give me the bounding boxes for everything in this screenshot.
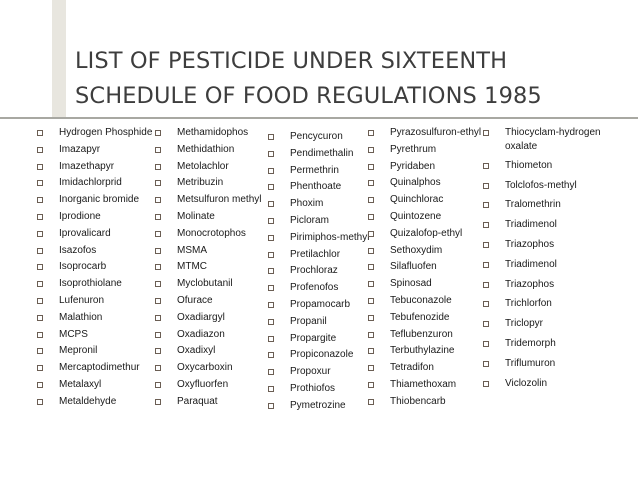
square-bullet-icon <box>268 268 274 274</box>
square-bullet-icon <box>368 130 374 136</box>
square-bullet-icon <box>368 281 374 287</box>
pesticide-name: Triazophos <box>505 239 555 250</box>
square-bullet-icon <box>368 348 374 354</box>
square-bullet-icon <box>37 399 43 405</box>
pesticide-name: Imazethapyr <box>59 160 115 172</box>
square-bullet-icon <box>483 301 489 307</box>
pesticide-name: Pirimiphos-methyl <box>290 231 370 243</box>
pesticide-name: Tebufenozide <box>390 311 450 323</box>
pesticide-name: Monocrotophos <box>177 227 246 239</box>
square-bullet-icon <box>368 214 374 220</box>
square-bullet-icon <box>37 214 43 220</box>
pesticide-name: Oxadiargyl <box>177 311 225 323</box>
square-bullet-icon <box>155 130 161 136</box>
pesticide-name: Tridemorph <box>505 338 556 349</box>
square-bullet-icon <box>155 315 161 321</box>
square-bullet-icon <box>155 197 161 203</box>
square-bullet-icon <box>155 332 161 338</box>
pesticide-name: Tolclofos-methyl <box>505 179 577 191</box>
square-bullet-icon <box>483 242 489 248</box>
pesticide-name: Pretilachlor <box>290 248 341 260</box>
square-bullet-icon <box>483 282 489 288</box>
square-bullet-icon <box>483 183 489 189</box>
square-bullet-icon <box>368 231 374 237</box>
pesticide-name: Propamocarb <box>290 299 351 310</box>
pesticide-name: Triadimenol <box>505 258 557 270</box>
square-bullet-icon <box>483 262 489 268</box>
pesticide-name: Oxycarboxin <box>177 362 233 374</box>
pesticide-name: Metaldehyde <box>59 395 117 407</box>
pesticide-name: Quinchlorac <box>390 194 444 206</box>
pesticide-name: Myclobutanil <box>177 278 233 290</box>
square-bullet-icon <box>37 315 43 321</box>
square-bullet-icon <box>268 184 274 190</box>
square-bullet-icon <box>268 218 274 224</box>
pesticide-name: Isoprothiolane <box>59 278 122 290</box>
title-line-1: LIST OF PESTICIDE UNDER SIXTEENTH <box>75 48 508 74</box>
pesticide-name: Metsulfuron methyl <box>177 194 262 206</box>
square-bullet-icon <box>268 134 274 140</box>
pesticide-name: Mercaptodimethur <box>59 362 140 374</box>
square-bullet-icon <box>268 319 274 325</box>
pesticide-name: Molinate <box>177 211 215 222</box>
pesticide-name: Quintozene <box>390 211 442 222</box>
pesticide-name: Thiometon <box>505 159 553 171</box>
title-line-2: SCHEDULE OF FOOD REGULATIONS 1985 <box>75 83 542 109</box>
square-bullet-icon <box>155 180 161 186</box>
square-bullet-icon <box>37 298 43 304</box>
pesticide-name: Metribuzin <box>177 177 224 189</box>
pesticide-name: Phoxim <box>290 198 324 210</box>
square-bullet-icon <box>155 399 161 405</box>
square-bullet-icon <box>268 403 274 409</box>
square-bullet-icon <box>268 352 274 358</box>
pesticide-name: Ofurace <box>177 295 213 306</box>
pesticide-name: Propiconazole <box>290 349 354 361</box>
square-bullet-icon <box>37 348 43 354</box>
square-bullet-icon <box>155 298 161 304</box>
square-bullet-icon <box>155 281 161 287</box>
pesticide-name: Terbuthylazine <box>390 345 455 357</box>
square-bullet-icon <box>268 336 274 342</box>
square-bullet-icon <box>368 147 374 153</box>
pesticide-name: Pencycuron <box>290 131 343 142</box>
pesticide-name: Triclopyr <box>505 318 543 330</box>
square-bullet-icon <box>37 264 43 270</box>
square-bullet-icon <box>37 231 43 237</box>
pesticide-name: Silafluofen <box>390 261 437 273</box>
pesticide-name: MSMA <box>177 244 207 256</box>
square-bullet-icon <box>37 281 43 287</box>
pesticide-name: MCPS <box>59 328 88 340</box>
pesticide-name: Tralomethrin <box>505 199 561 211</box>
square-bullet-icon <box>483 381 489 387</box>
square-bullet-icon <box>155 348 161 354</box>
square-bullet-icon <box>268 285 274 291</box>
pesticide-name: Oxadiazon <box>177 328 225 340</box>
pesticide-name: Thiamethoxam <box>390 379 457 390</box>
square-bullet-icon <box>37 382 43 388</box>
square-bullet-icon <box>368 382 374 388</box>
pesticide-name: Quinalphos <box>390 177 441 189</box>
square-bullet-icon <box>155 382 161 388</box>
square-bullet-icon <box>268 369 274 375</box>
square-bullet-icon <box>368 332 374 338</box>
pesticide-name: Methidathion <box>177 143 235 155</box>
square-bullet-icon <box>37 130 43 136</box>
pesticide-name: Hydrogen Phosphide <box>59 127 153 138</box>
pesticide-name: Pyrazosulfuron-ethyl <box>390 127 482 138</box>
pesticide-name: Triadimenol <box>505 219 557 231</box>
title-divider <box>0 117 638 119</box>
pesticide-name: Pyrethrum <box>390 143 437 155</box>
square-bullet-icon <box>155 147 161 153</box>
pesticide-name: Tetradifon <box>390 362 434 374</box>
pesticide-name: Triazophos <box>505 278 555 290</box>
square-bullet-icon <box>37 248 43 254</box>
pesticide-name: Mepronil <box>59 345 98 357</box>
pesticide-name: Oxyfluorfen <box>177 379 229 390</box>
pesticide-name: Permethrin <box>290 164 339 176</box>
pesticide-name: Thiocyclam-hydrogen oxalate <box>505 127 601 152</box>
square-bullet-icon <box>368 315 374 321</box>
square-bullet-icon <box>268 235 274 241</box>
pesticide-name: Trichlorfon <box>505 298 552 310</box>
pesticide-name: Phenthoate <box>290 181 342 193</box>
pesticide-name: Imazapyr <box>59 143 101 155</box>
square-bullet-icon <box>37 180 43 186</box>
square-bullet-icon <box>37 147 43 153</box>
pesticide-name: Triflumuron <box>505 357 556 369</box>
square-bullet-icon <box>268 252 274 258</box>
square-bullet-icon <box>368 164 374 170</box>
pesticide-name: Quizalofop-ethyl <box>390 227 463 239</box>
pesticide-name: Profenofos <box>290 282 339 294</box>
square-bullet-icon <box>155 264 161 270</box>
pesticide-name: Lufenuron <box>59 295 105 306</box>
square-bullet-icon <box>268 302 274 308</box>
square-bullet-icon <box>483 130 489 136</box>
square-bullet-icon <box>368 365 374 371</box>
square-bullet-icon <box>155 214 161 220</box>
square-bullet-icon <box>268 151 274 157</box>
square-bullet-icon <box>368 180 374 186</box>
pesticide-name: Malathion <box>59 311 103 323</box>
square-bullet-icon <box>483 202 489 208</box>
pesticide-name: Imidachlorprid <box>59 177 122 189</box>
pesticide-name: Propargite <box>290 332 337 344</box>
pesticide-name: Propoxur <box>290 366 331 378</box>
pesticide-name: Metolachlor <box>177 160 229 172</box>
square-bullet-icon <box>268 201 274 207</box>
pesticide-name: Oxadixyl <box>177 345 216 357</box>
square-bullet-icon <box>483 361 489 367</box>
square-bullet-icon <box>268 168 274 174</box>
square-bullet-icon <box>368 399 374 405</box>
pesticide-name: Prothiofos <box>290 383 336 394</box>
square-bullet-icon <box>483 222 489 228</box>
pesticide-name: Methamidophos <box>177 127 249 138</box>
pesticide-name: Iprovalicard <box>59 227 111 239</box>
square-bullet-icon <box>368 298 374 304</box>
pesticide-name: Pyridaben <box>390 160 436 172</box>
pesticide-name: Pendimethalin <box>290 147 354 159</box>
square-bullet-icon <box>155 231 161 237</box>
square-bullet-icon <box>37 365 43 371</box>
pesticide-name: Isoprocarb <box>59 261 107 273</box>
square-bullet-icon <box>483 321 489 327</box>
pesticide-name: Propanil <box>290 315 327 327</box>
pesticide-name: Metalaxyl <box>59 379 102 390</box>
pesticide-name: Pymetrozine <box>290 399 346 411</box>
pesticide-name: Picloram <box>290 215 329 226</box>
square-bullet-icon <box>155 164 161 170</box>
pesticide-name: Paraquat <box>177 395 218 407</box>
pesticide-name: Isazofos <box>59 244 97 256</box>
pesticide-columns <box>0 126 638 426</box>
pesticide-name: Sethoxydim <box>390 244 443 256</box>
square-bullet-icon <box>483 341 489 347</box>
square-bullet-icon <box>368 248 374 254</box>
square-bullet-icon <box>37 197 43 203</box>
square-bullet-icon <box>368 197 374 203</box>
pesticide-name: Inorganic bromide <box>59 194 140 206</box>
pesticide-name: Viclozolin <box>505 377 548 389</box>
square-bullet-icon <box>368 264 374 270</box>
pesticide-name: MTMC <box>177 261 207 273</box>
pesticide-name: Prochloraz <box>290 265 338 277</box>
square-bullet-icon <box>483 163 489 169</box>
square-bullet-icon <box>155 365 161 371</box>
square-bullet-icon <box>37 164 43 170</box>
pesticide-name: Iprodione <box>59 211 101 222</box>
square-bullet-icon <box>155 248 161 254</box>
pesticide-name: Tebuconazole <box>390 295 452 306</box>
pesticide-name: Spinosad <box>390 278 432 290</box>
pesticide-name: Thiobencarb <box>390 395 446 407</box>
slide-title <box>75 44 615 114</box>
square-bullet-icon <box>37 332 43 338</box>
square-bullet-icon <box>268 386 274 392</box>
pesticide-name: Teflubenzuron <box>390 328 453 340</box>
accent-bar <box>52 0 66 117</box>
